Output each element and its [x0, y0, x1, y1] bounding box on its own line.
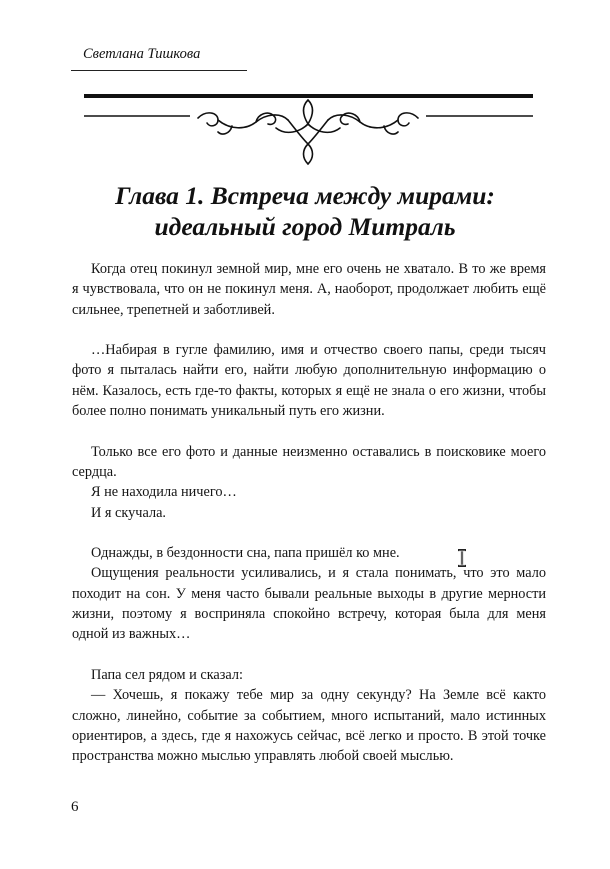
chapter-ornament	[80, 88, 536, 168]
paragraph-gap	[72, 645, 546, 665]
paragraph: Однажды, в бездонности сна, папа пришёл ко мне.	[91, 545, 400, 562]
paragraph: — Хочешь, я покажу тебе мир за одну секунду? На Земле всё както сложно, линейно, событие за событием, много испытаний, мало истинных ориентиров, а здесь, где я нахожусь сейчас, всё легко и просто. В этой точке пространства можно мыслью управлять любой своей мыслью.	[72, 687, 546, 765]
paragraph-gap	[72, 320, 546, 340]
page-number: 6	[71, 799, 79, 815]
paragraph-gap	[72, 523, 546, 543]
paragraph: Папа сел рядом и сказал:	[91, 666, 243, 683]
text-cursor-icon	[456, 549, 468, 567]
paragraph: …Набирая в гугле фамилию, имя и отчество своего папы, среди тысяч фото я пыталась найти его, найти любую дополнительную информацию о нём. Казалось, есть где-то факты, которых я ещё не знала о его жизни, чтобы более полно понимать уникальный путь его жизни.	[72, 342, 546, 420]
paragraph: Когда отец покинул земной мир, мне его очень не хватало. В то же время я чувствовала, что он не покинул меня. А, наоборот, продолжает любить ещё сильнее, трепетней и заботливей.	[72, 261, 546, 318]
paragraph: Я не находила ничего…	[91, 484, 237, 501]
running-head-author: Светлана Тишкова	[83, 46, 201, 62]
chapter-title-line-1: Глава 1. Встреча между мирами:	[115, 181, 495, 210]
paragraph-gap	[72, 421, 546, 441]
paragraph: И я скучала.	[91, 504, 167, 521]
paragraph: Только все его фото и данные неизменно оставались в поисковике моего сердца.	[72, 443, 546, 480]
running-head-rule	[71, 70, 247, 71]
chapter-title	[60, 180, 550, 242]
body-text	[72, 259, 546, 766]
paragraph: Ощущения реальности усиливались, и я стала понимать, что это мало походит на сон. У меня часто бывали реальные выходы в другие мерности жизни, поэтому я восприняла спокойно встречу, которая была для меня одной из важных…	[72, 565, 546, 643]
chapter-title-line-2: идеальный город Митраль	[154, 212, 456, 241]
